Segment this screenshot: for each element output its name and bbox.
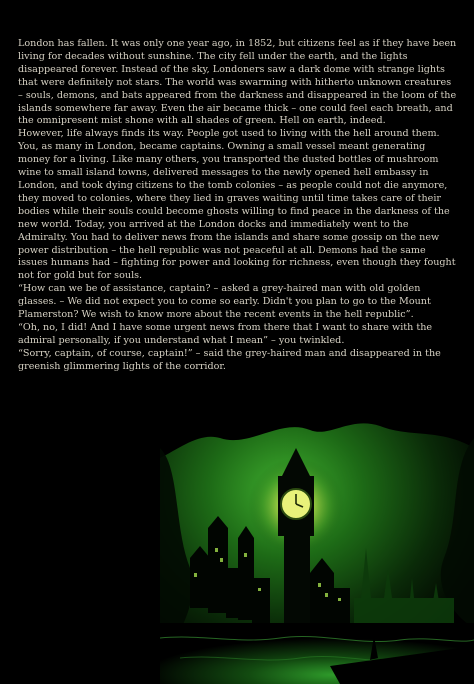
london-clocktower-illustration [160, 408, 474, 684]
story-paragraph: “How can we be of assistance, captain? – asked a grey-haired man with old golden glasses. – We did not expect you to come so early. Didn't you plan to go to the Mount Plamerston? We wish to know more about the recent events in the hell republic”. [18, 283, 431, 321]
story-paragraph: “Oh, no, I did! And I have some urgent news from there that I want to share with the admiral personally, if you understand what I mean” – you twinkled. [18, 321, 433, 346]
story-paragraph: London has fallen. It was only one year ago, in 1852, but citizens feel as if they have been living for decades without sunshine. The city fell under the earth, and the lights disappeared forever. Instead of the sky, Londoners saw a dark dome with strange lights that were definitely not stars. The world was swarming with hitherto unknown creatures – souls, demons, and bats appeared from the darkness and disappeared in the loom of the islands somewhere far away. Even the air became thick – one could feel each breath, and the omnipresent mist shone with all shades of green. Hell on earth, indeed. [18, 38, 457, 127]
story-paragraph: However, life always finds its way. People got used to living with the hell around them. You, as many in London, became captains. Owning a small vessel meant generating money for a living. Like many others, you transported the dusted bottles of mushroom wine to small island towns, delivered messages to the newly opened hell embassy in London, and took dying citizens to the tomb colonies – as people could not die anymore, they moved to colonies, where they lied in graves waiting until time takes care of their bodies while their souls could become ghosts willing to find peace in the darkness of the new world. Today, you arrived at the London docks and immediately went to the Admiralty. You had to deliver news from the islands and share some gossip on the new power distribution – the hell republic was not peaceful at all. Demons had the same issues humans had – fighting for power and looking for richness, even though they fought not for gold but for souls. [18, 128, 456, 282]
story-paragraph: “Sorry, captain, of course, captain!” – said the grey-haired man and disappeared in the greenish glimmering lights of the corridor. [18, 347, 441, 372]
story-text [18, 38, 458, 374]
